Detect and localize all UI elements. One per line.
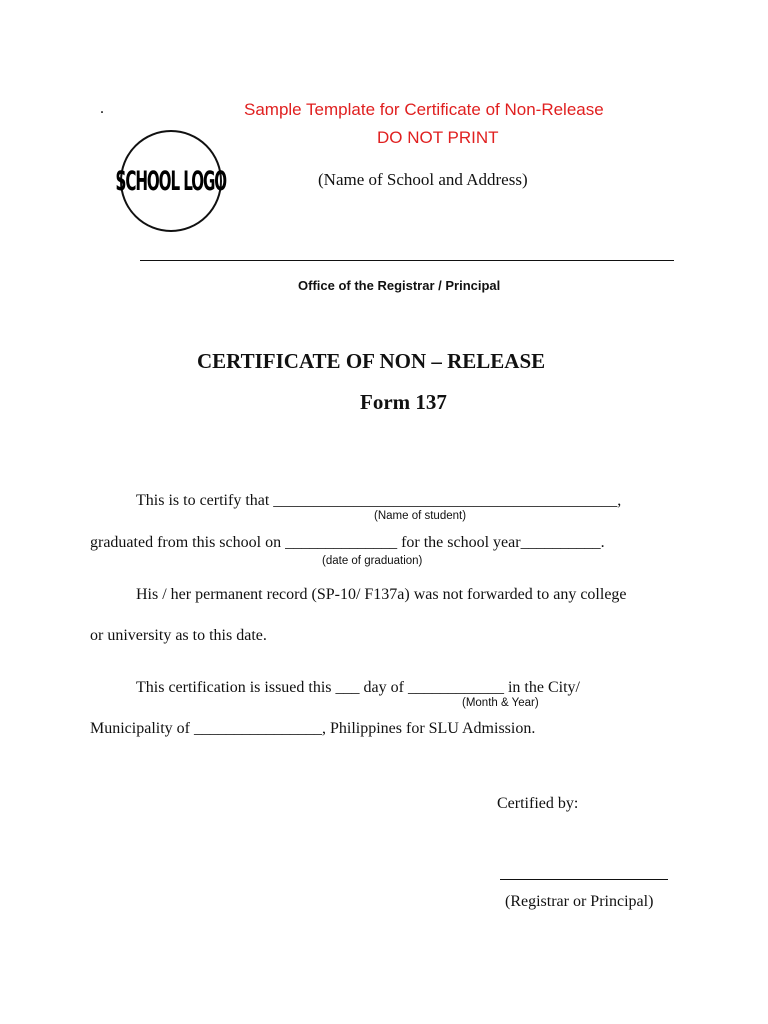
graduation-date-caption: (date of graduation): [322, 555, 423, 567]
header-divider: [140, 260, 674, 261]
issued-date-line: This certification is issued this ___ day of ____________ in the City/: [136, 679, 580, 696]
graduation-line: graduated from this school on ______________ for the school year__________.: [90, 534, 605, 551]
certificate-title: CERTIFICATE OF NON – RELEASE: [197, 349, 546, 373]
certify-student-line: This is to certify that ___________________________________________,: [136, 492, 622, 509]
month-year-caption: (Month & Year): [462, 697, 539, 709]
stray-dot: .: [100, 100, 104, 117]
permanent-record-line: His / her permanent record (SP-10/ F137a) was not forwarded to any college: [136, 586, 627, 603]
student-name-caption: (Name of student): [374, 510, 467, 522]
certified-by-label: Certified by:: [497, 795, 579, 812]
signatory-label: (Registrar or Principal): [505, 893, 654, 910]
do-not-print-banner: DO NOT PRINT: [377, 128, 499, 147]
sample-template-banner: Sample Template for Certificate of Non-Release: [244, 100, 604, 119]
office-heading: Office of the Registrar / Principal: [298, 278, 501, 293]
form-number: Form 137: [360, 390, 447, 414]
signature-line: [500, 879, 668, 880]
permanent-record-line-cont: or university as to this date.: [90, 627, 267, 644]
school-logo-placeholder: [115, 130, 227, 232]
municipality-line: Municipality of ________________, Philippines for SLU Admission.: [90, 720, 536, 737]
school-logo-text: SCHOOL LOGO: [115, 166, 227, 196]
school-name-address: (Name of School and Address): [318, 170, 528, 189]
